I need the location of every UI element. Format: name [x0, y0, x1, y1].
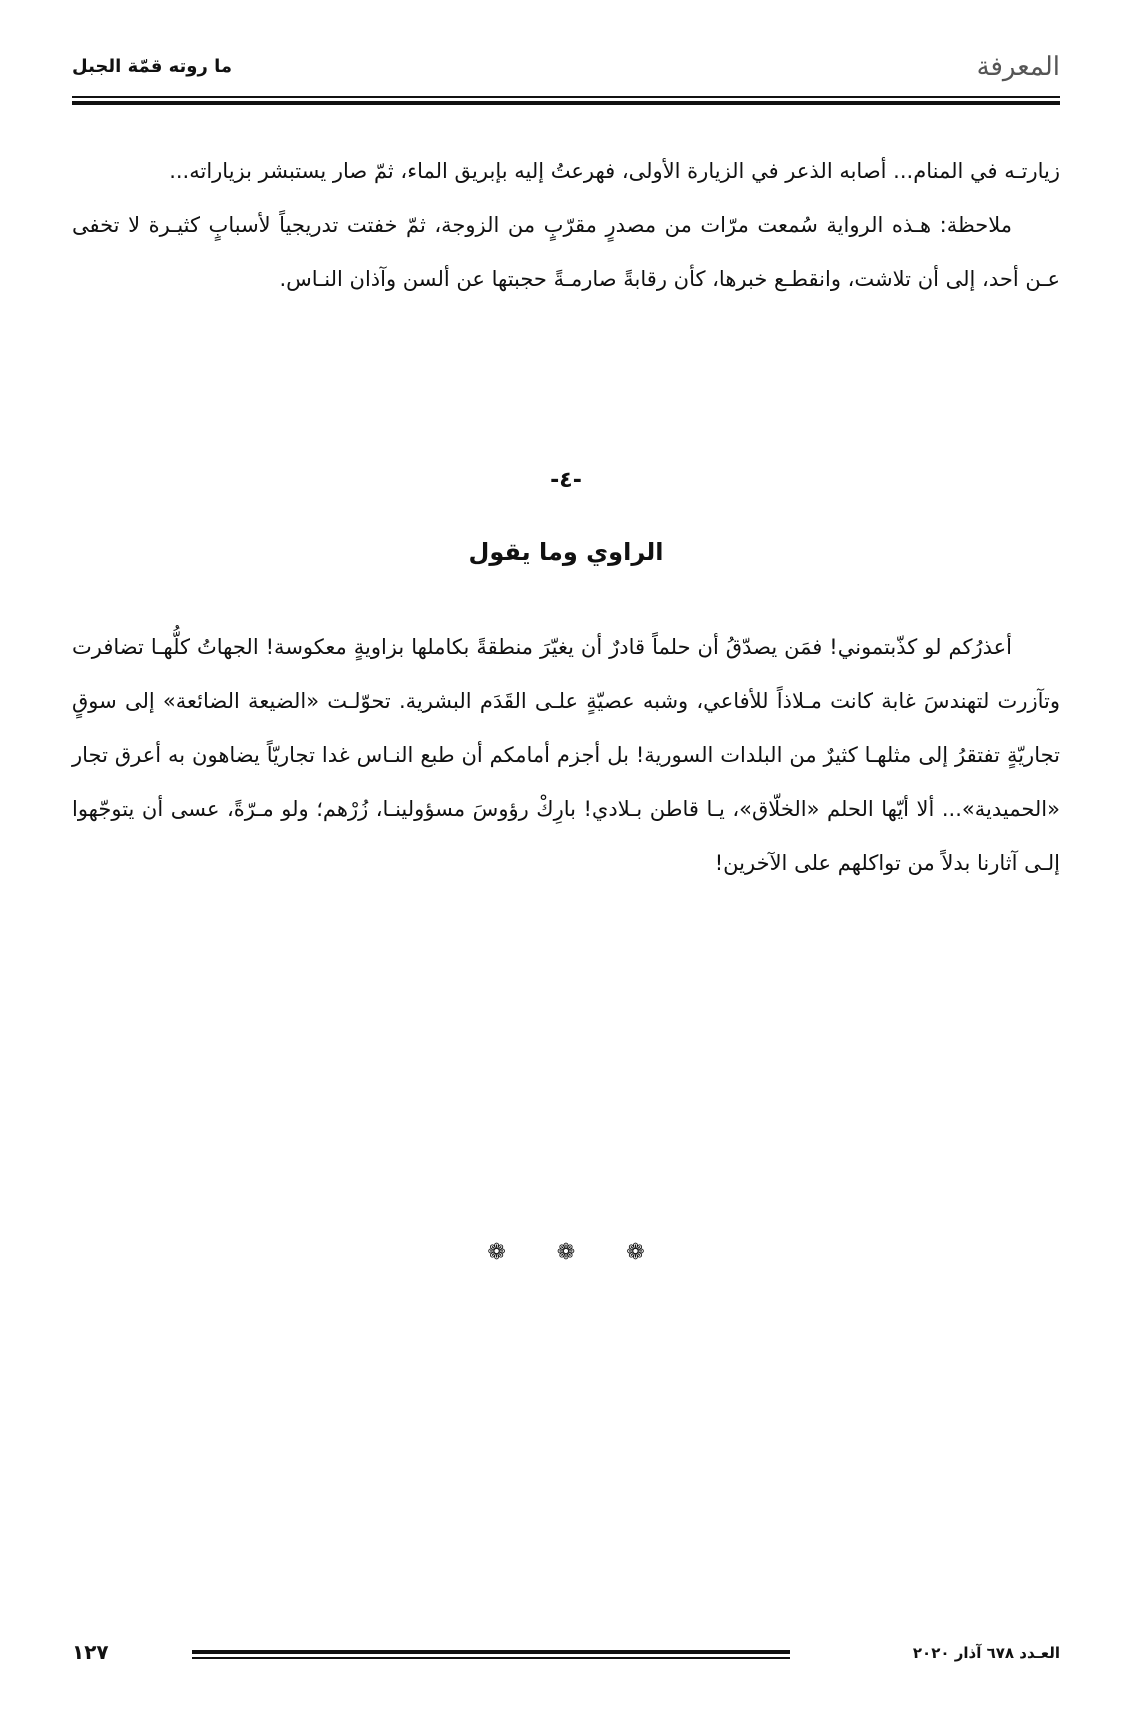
article-text-upper [72, 144, 1060, 306]
section-number: -٤- [550, 468, 582, 493]
flower-ornament-icon: ❁ [487, 1240, 506, 1265]
end-ornaments [0, 1240, 1132, 1265]
issue-info: العـدد ٦٧٨ آذار ٢٠٢٠ [912, 1644, 1060, 1662]
page-number: ١٢٧ [72, 1640, 109, 1664]
paragraph-narrator: أعذرُكم لو كذّبتموني! فمَن يصدّقُ أن حلماً قادرٌ أن يغيّرَ منطقةً بكاملها بزاويةٍ معكوسة! الجهاتُ كلُّهـا تضافرت وتآزرت لتهندسَ غابة كانت مـلاذاً للأفاعي، وشبه عصيّةٍ علـى القَدَم البشرية. تحوّلـت «الضيعة الضائعة» إلى سوقٍ تجاريّةٍ تفتقرُ إلى مثلهـا كثيرٌ من البلدات السورية! بل أجزم أمامكم أن طبع النـاس غدا تجاريّاً يضاهون به أعرق تجار «الحميدية»... ألا أيّها الحلم «الخلّاق»، يـا قاطن بـلادي! بارِكْ رؤوسَ مسؤولينـا، زُرْهم؛ ولو مـرّةً، عسى أن يتوجّهوا إلـى آثارنا بدلاً من تواكلهم على الآخرين! [72, 635, 1060, 875]
section-heading: الراوي وما يقول [468, 538, 664, 566]
header-divider-thick [72, 101, 1060, 105]
magazine-logo: المعرفة [976, 52, 1060, 82]
article-text-lower [72, 620, 1060, 890]
footer-divider-thick [192, 1650, 790, 1654]
header-divider-thin [72, 96, 1060, 98]
flower-ornament-icon: ❁ [556, 1240, 576, 1265]
footer-divider-thin [192, 1657, 790, 1659]
flower-ornament-icon: ❁ [626, 1240, 645, 1265]
running-title: ما روته قمّة الجبل [72, 56, 233, 77]
paragraph-note: ملاحظة: هـذه الرواية سُمعت مرّات من مصدرٍ مقرّبٍ من الزوجة، ثمّ خفتت تدريجياً لأسبابٍ كثيـرة لا تخفى عـن أحد، إلى أن تلاشت، وانقطـع خبرها، كأن رقابةً صارمـةً حجبتها عن ألسن وآذان النـاس. [72, 213, 1060, 291]
header-divider [72, 96, 1060, 106]
paragraph-visit: زيارتـه في المنام... أصابه الذعر في الزيارة الأولى، فهرعتُ إليه بإبريق الماء، ثمّ صار يستبشر بزياراته... [169, 159, 1060, 183]
footer-divider [192, 1650, 790, 1660]
